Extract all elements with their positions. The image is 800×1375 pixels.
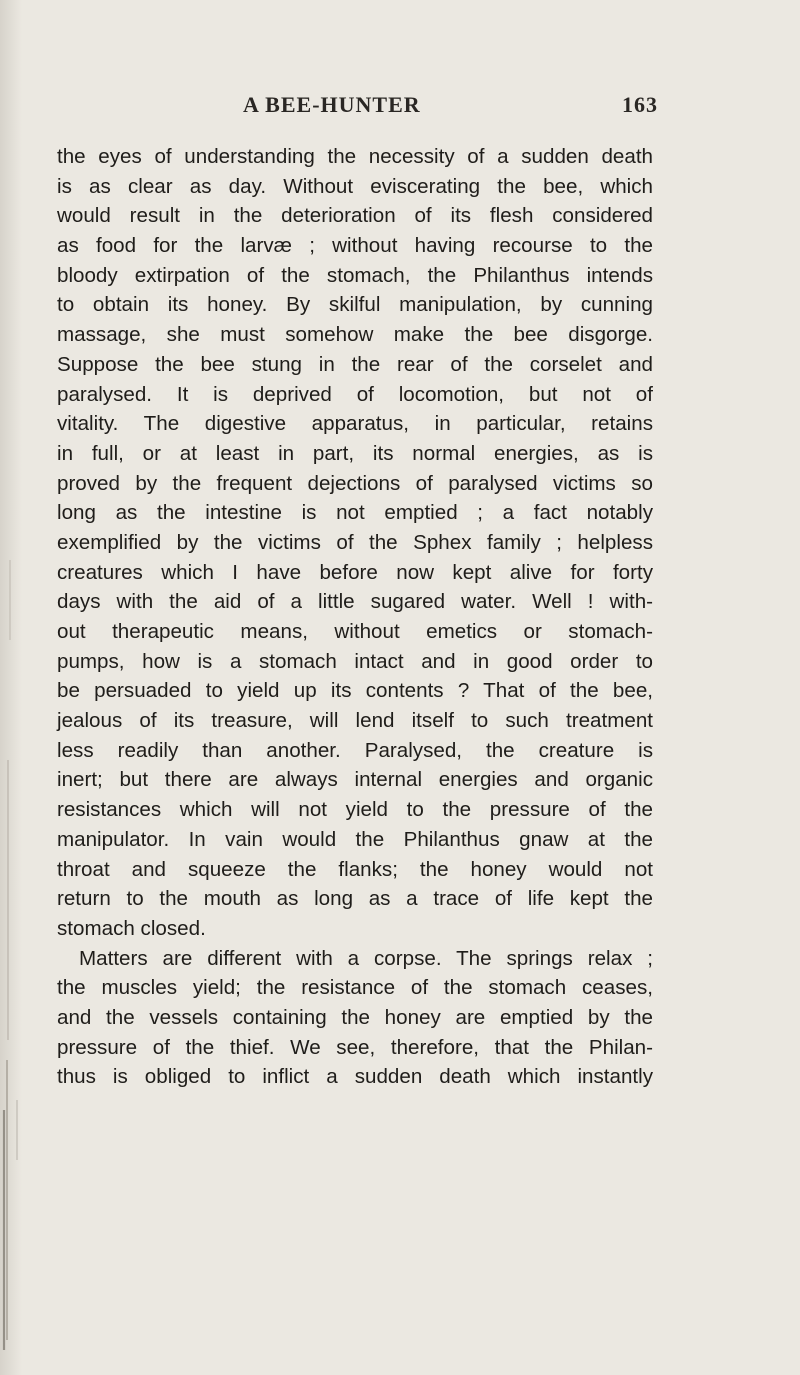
text-line: bloody extirpation of the stomach, the Philanthus intends [57,263,653,287]
text-line: days with the aid of a little sugared water. Well ! with- [57,590,653,614]
text-line: pumps, how is a stomach intact and in good order to [57,649,653,673]
page-header [0,92,800,122]
text-line: out therapeutic means, without emetics or stomach- [57,620,653,643]
text-line: Suppose the bee stung in the rear of the corselet and [57,352,653,376]
text-line: long as the intestine is not emptied ; a fact notably [57,501,653,525]
text-line: massage, she must somehow make the bee disgorge. [57,323,653,347]
text-line: stomach closed. [57,916,206,940]
text-line: is as clear as day. Without eviscerating the bee, which [57,174,653,198]
text-line: the eyes of understanding the necessity of a sudden death [57,145,653,168]
text-line: exemplified by the victims of the Sphex family ; helpless [57,530,653,554]
text-line: jealous of its treasure, will lend itself to such treatment [57,709,653,733]
page-number: 163 [622,92,658,117]
text-line: to obtain its honey. By skilful manipulation, by cunning [57,293,653,317]
text-line: Matters are different with a corpse. The springs relax ; [79,946,653,970]
text-line: proved by the frequent dejections of paralysed victims so [57,471,653,495]
text-line: as food for the larvæ ; without having recourse to the [57,234,653,258]
text-line: return to the mouth as long as a trace of life kept the [57,887,653,911]
text-line: throat and squeeze the flanks; the honey would not [57,857,653,881]
text-line: thus is obliged to inflict a sudden death which instantly [57,1065,653,1089]
text-line: resistances which will not yield to the pressure of the [57,798,653,822]
text-line: paralysed. It is deprived of locomotion, but not of [57,382,653,406]
text-line: inert; but there are always internal energies and organic [57,768,653,792]
text-line: creatures which I have before now kept alive for forty [57,560,653,584]
text-line: vitality. The digestive apparatus, in particular, retains [57,412,653,436]
body-text [57,142,653,1092]
running-head: A BEE-HUNTER [243,92,421,117]
text-line: manipulator. In vain would the Philanthus gnaw at the [57,827,653,851]
text-line: the muscles yield; the resistance of the stomach ceases, [57,976,653,1000]
margin-marks [0,0,30,1375]
text-line: less readily than another. Paralysed, the creature is [57,738,653,762]
text-line: in full, or at least in part, its normal energies, as is [57,441,653,465]
text-line: pressure of the thief. We see, therefore, that the Philan- [57,1035,653,1059]
text-line: would result in the deterioration of its flesh considered [57,204,653,228]
text-line: be persuaded to yield up its contents ? That of the bee, [57,679,653,703]
text-line: and the vessels containing the honey are emptied by the [57,1005,653,1029]
